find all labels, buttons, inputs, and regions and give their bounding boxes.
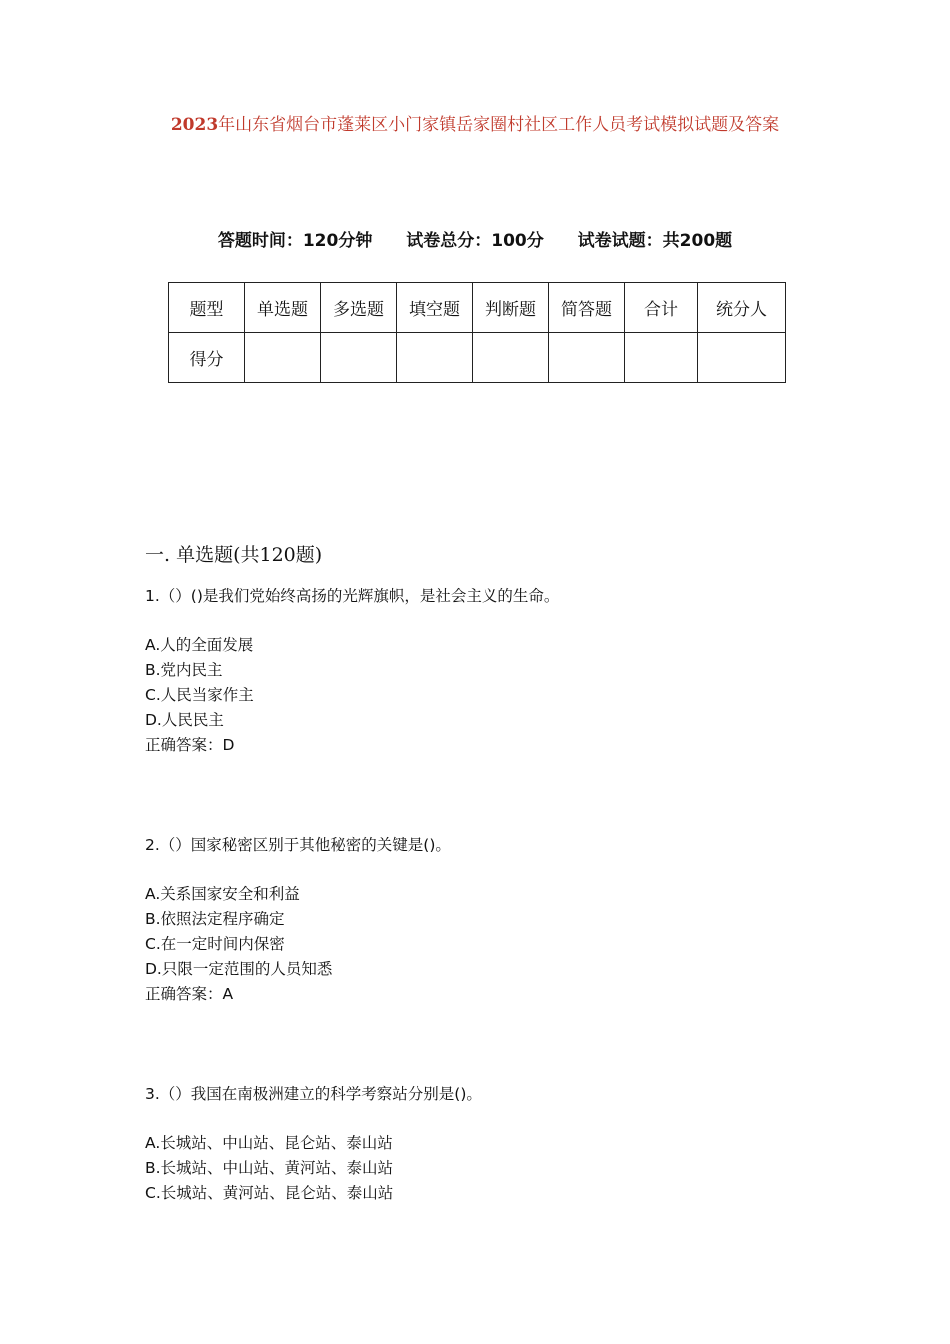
exam-question-count: 试卷试题：共200题 xyxy=(577,231,733,251)
score-header-cell: 统分人 xyxy=(698,283,786,333)
score-header-cell: 多选题 xyxy=(321,283,397,333)
exam-meta xyxy=(0,226,950,251)
question-stem: 3.（）我国在南极洲建立的科学考察站分别是()。 xyxy=(145,1085,482,1103)
score-header-cell: 简答题 xyxy=(549,283,625,333)
option-c: C.在一定时间内保密 xyxy=(145,935,285,953)
option-d: D.只限一定范围的人员知悉 xyxy=(145,960,333,978)
option-b: B.依照法定程序确定 xyxy=(145,910,285,928)
correct-answer: 正确答案：D xyxy=(145,736,235,754)
score-header-cell: 判断题 xyxy=(473,283,549,333)
question-stem: 2.（）国家秘密区别于其他秘密的关键是()。 xyxy=(145,836,451,854)
score-header-cell: 单选题 xyxy=(245,283,321,333)
option-b: B.长城站、中山站、黄河站、泰山站 xyxy=(145,1159,394,1177)
title-text: 年山东省烟台市蓬莱区小门家镇岳家圈村社区工作人员考试模拟试题及答案 xyxy=(218,115,780,135)
exam-total-score: 试卷总分：100分 xyxy=(406,231,544,251)
score-cell xyxy=(473,333,549,383)
option-a: A.人的全面发展 xyxy=(145,636,254,654)
question-stem: 1.（）()是我们党始终高扬的光辉旗帜，是社会主义的生命。 xyxy=(145,587,560,605)
option-c: C.人民当家作主 xyxy=(145,686,254,704)
title-year: 2023 xyxy=(170,115,219,135)
option-b: B.党内民主 xyxy=(145,661,223,679)
score-cell xyxy=(321,333,397,383)
question-3 xyxy=(145,1082,482,1206)
score-table-header-row xyxy=(169,283,786,333)
score-header-cell: 填空题 xyxy=(397,283,473,333)
score-cell xyxy=(625,333,698,383)
document-title xyxy=(140,112,810,138)
option-a: A.关系国家安全和利益 xyxy=(145,885,300,903)
score-cell xyxy=(245,333,321,383)
section-title: 一. 单选题(共120题) xyxy=(145,544,323,566)
option-d: D.人民民主 xyxy=(145,711,224,729)
question-1 xyxy=(145,584,559,758)
score-row-label: 得分 xyxy=(169,333,245,383)
correct-answer: 正确答案：A xyxy=(145,985,234,1003)
option-a: A.长城站、中山站、昆仑站、泰山站 xyxy=(145,1134,393,1152)
question-2 xyxy=(145,833,451,1007)
exam-time: 答题时间：120分钟 xyxy=(217,231,373,251)
score-table-score-row xyxy=(169,333,786,383)
score-cell xyxy=(549,333,625,383)
option-c: C.长城站、黄河站、昆仑站、泰山站 xyxy=(145,1184,394,1202)
score-header-cell: 合计 xyxy=(625,283,698,333)
score-header-cell: 题型 xyxy=(169,283,245,333)
score-cell xyxy=(397,333,473,383)
score-table xyxy=(168,282,786,383)
score-cell xyxy=(698,333,786,383)
